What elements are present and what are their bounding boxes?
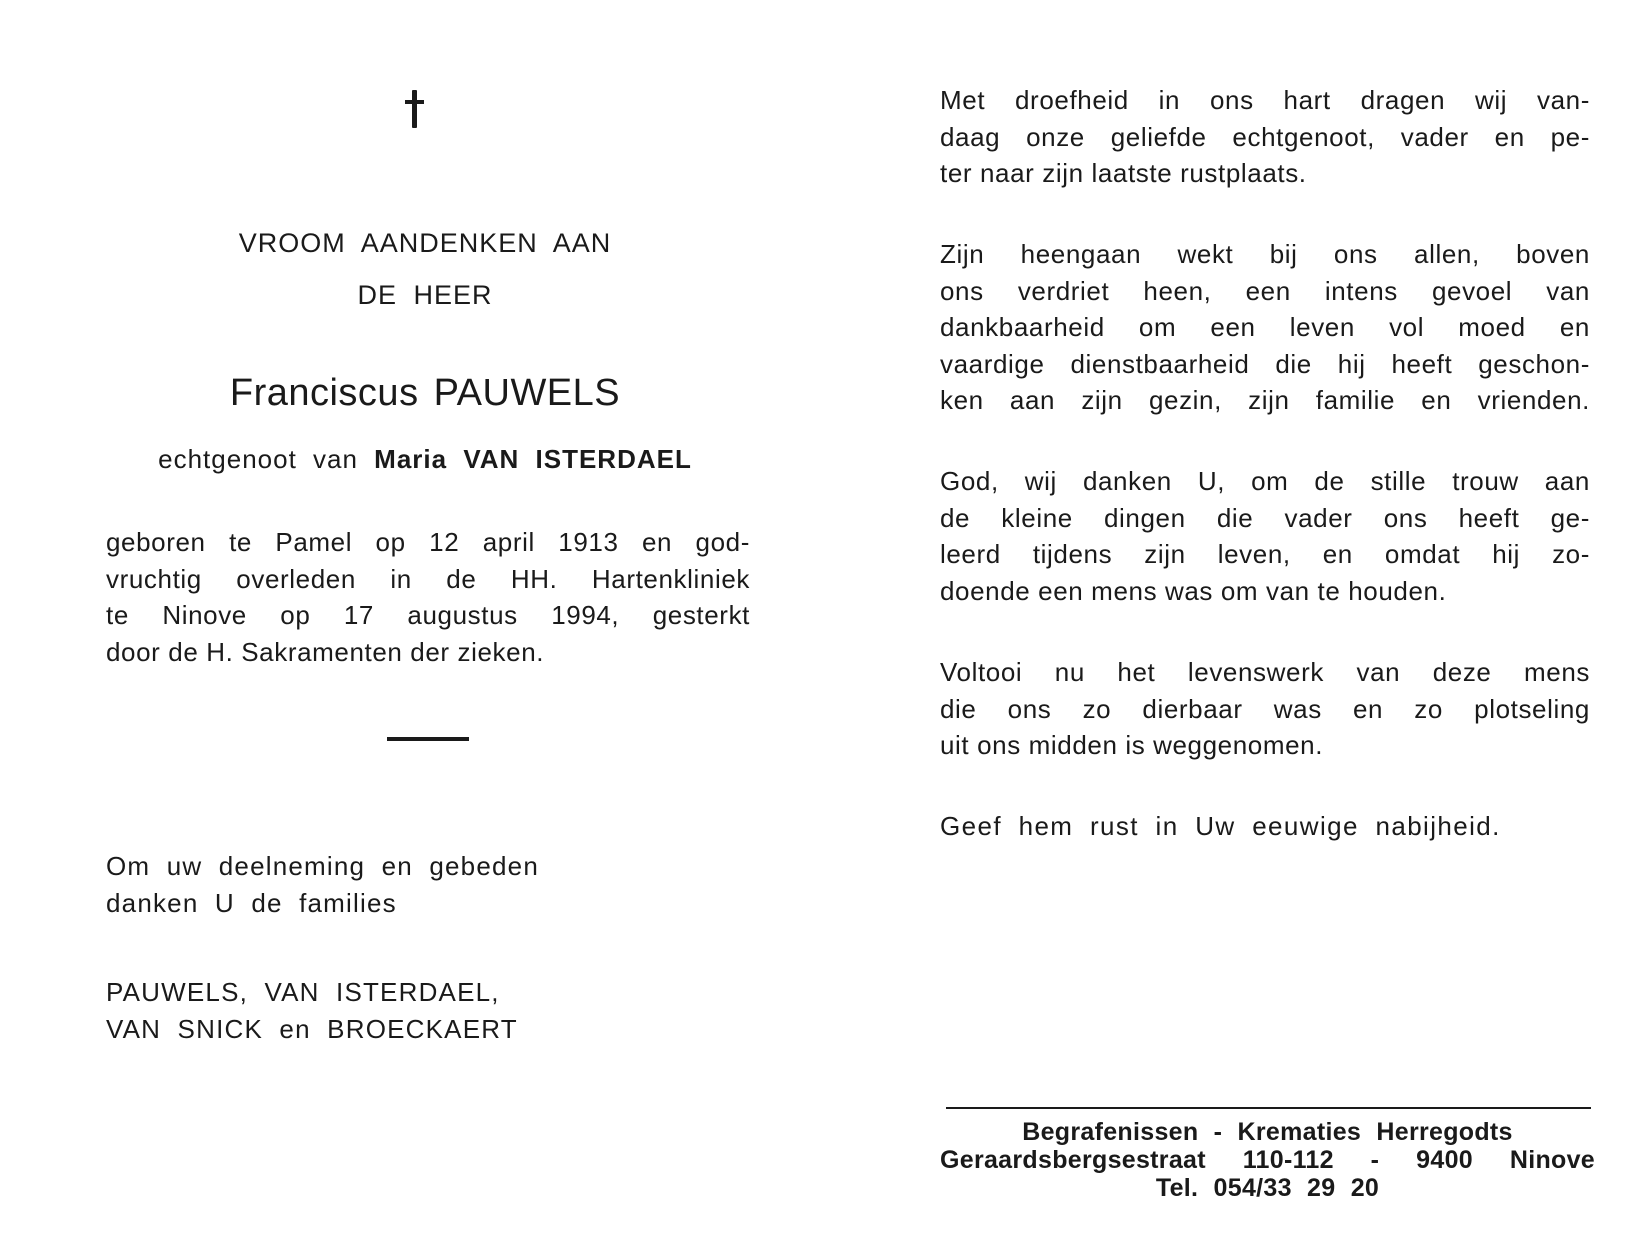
heading-line-2: DE HEER	[357, 280, 493, 310]
spouse-line	[100, 444, 750, 475]
paragraph-line: vaardige dienstbaarheid die hij heeft geschon-	[940, 348, 1590, 379]
undertaker-phone: Tel. 054/33 29 20	[1155, 1174, 1380, 1202]
biography-line: door de H. Sakramenten der zieken.	[106, 636, 545, 667]
undertaker-address: Geraardsbergsestraat 110-112 - 9400 Ninove	[940, 1146, 1595, 1174]
cross-icon	[404, 90, 426, 130]
biography-line: te Ninove op 17 augustus 1994, gesterkt	[106, 600, 750, 630]
families-line: PAUWELS, VAN ISTERDAEL,	[106, 977, 500, 1007]
biography	[106, 524, 750, 670]
heading-line-1: VROOM AANDENKEN AAN	[238, 228, 612, 258]
spouse-prefix: echtgenoot van	[158, 444, 358, 474]
spouse-name: Maria VAN ISTERDAEL	[374, 444, 692, 474]
paragraph-4	[940, 654, 1590, 764]
paragraph-1	[940, 82, 1590, 192]
thanks-line: Om uw deelneming en gebeden	[106, 851, 539, 881]
biography-line: vruchtig overleden in de HH. Hartenkliniek	[106, 563, 750, 594]
paragraph-3	[940, 463, 1590, 609]
paragraph-line: Voltooi nu het levenswerk van deze mens	[940, 657, 1590, 687]
paragraph-line: Geef hem rust in Uw eeuwige nabijheid.	[940, 811, 1501, 841]
paragraph-line: die ons zo dierbaar was en zo plotseling	[940, 693, 1590, 724]
biography-line: geboren te Pamel op 12 april 1913 en god-	[106, 527, 750, 557]
paragraph-line: ons verdriet heen, een intens gevoel van	[940, 275, 1590, 306]
undertaker-rule	[946, 1107, 1591, 1109]
paragraph-line: Zijn heengaan wekt bij ons allen, boven	[940, 239, 1590, 269]
paragraph-line: Met droefheid in ons hart dragen wij van-	[940, 85, 1590, 115]
thanks-text	[106, 848, 539, 921]
deceased-name: Franciscus PAUWELS	[229, 372, 621, 414]
paragraph-line: dankbaarheid om een leven vol moed en	[940, 312, 1590, 342]
paragraph-line: God, wij danken U, om de stille trouw aan	[940, 466, 1590, 496]
paragraph-line: doende een mens was om van te houden.	[940, 575, 1447, 606]
paragraph-line: uit ons midden is weggenomen.	[940, 730, 1324, 760]
paragraph-2	[940, 236, 1590, 419]
families-line: VAN SNICK en BROECKAERT	[106, 1013, 518, 1044]
paragraph-line: ter naar zijn laatste rustplaats.	[940, 158, 1307, 188]
undertaker-info	[940, 1118, 1595, 1202]
paragraph-5	[940, 808, 1501, 845]
paragraph-line: daag onze geliefde echtgenoot, vader en pe-	[940, 121, 1590, 152]
divider	[387, 737, 469, 741]
paragraph-line: leerd tijdens zijn leven, en omdat hij zo-	[940, 539, 1590, 569]
paragraph-line: de kleine dingen die vader ons heeft ge-	[940, 502, 1590, 533]
thanks-line: danken U de families	[106, 887, 397, 918]
undertaker-name: Begrafenissen - Krematies Herregodts	[1022, 1118, 1513, 1146]
families-text	[106, 974, 518, 1047]
paragraph-line: ken aan zijn gezin, zijn familie en vrienden.	[940, 385, 1590, 415]
